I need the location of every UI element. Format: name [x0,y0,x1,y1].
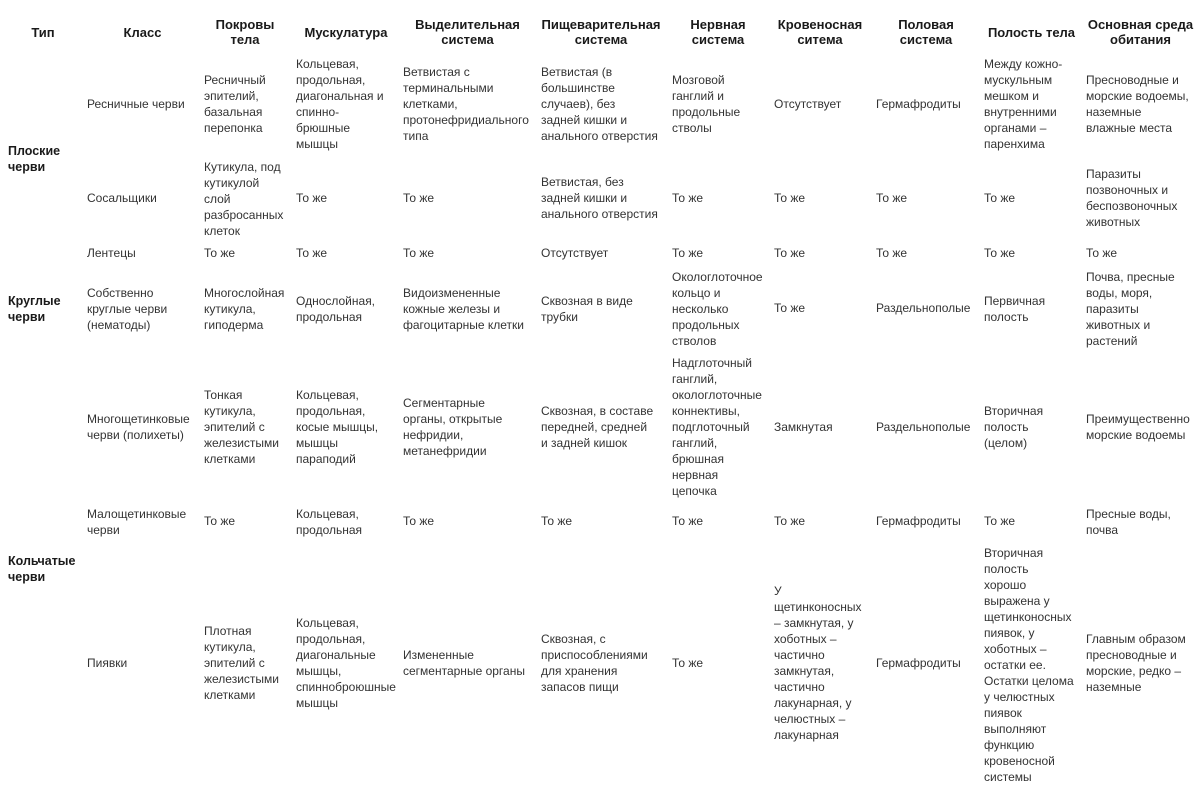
cell-nervous: Мозговой ганглий и продольные стволы [672,73,741,135]
cell-digestive: Ветвистая (в большинстве случаев), без задней кишки и анального отверстия [541,65,658,143]
cell-digestive: Ветвистая, без задней кишки и анального отверстия [541,175,658,221]
header-circulatory: Кровеносная ситема [777,17,863,47]
cell-excretory: То же [403,514,435,528]
header-muscles: Мускулатура [304,25,388,40]
cell-digestive: То же [541,514,573,528]
cell-circulatory: То же [774,246,806,260]
cell-class: Лентецы [87,246,136,260]
cell-nervous: Окологлоточное кольцо и несколько продольных стволов [672,270,763,348]
cell-circulatory: Замкнутая [774,420,833,434]
header-nervous: Нервная система [690,17,746,47]
cell-circulatory: То же [774,301,806,315]
cell-integument: То же [204,246,236,260]
header-reproductive: Половая система [898,17,954,47]
cell-muscles: То же [296,191,328,205]
cell-excretory: Видоизмененные кожные железы и фагоцитарные клетки [403,286,524,332]
cell-habitat: Главным образом пресноводные и морские, редко – наземные [1086,632,1186,694]
cell-cavity: То же [984,514,1016,528]
cell-cavity: Первичная полость [984,294,1046,324]
cell-class: Малощетинковые черви [87,507,187,537]
header-cavity: Полость тела [987,25,1076,40]
cell-habitat: Паразиты позвоночных и беспозвоночных животных [1086,167,1178,229]
cell-muscles: Однослойная, продольная [296,294,376,324]
cell-class: Собственно круглые черви (нематоды) [87,286,168,332]
cell-reproductive: Раздельнополые [876,301,971,315]
cell-reproductive: Раздельнополые [876,420,971,434]
header-type: Тип [31,25,55,40]
cell-reproductive: Гермафродиты [876,656,961,670]
cell-digestive: Сквозная, в составе передней, средней и задней кишок [541,404,654,450]
cell-excretory: Измененные сегментарные органы [403,648,525,678]
cell-muscles: Кольцевая, продольная, косые мышцы, мышцы параподий [296,388,379,466]
cell-integument: То же [204,514,236,528]
cell-habitat: Пресноводные и морские водоемы, наземные влажные места [1086,73,1189,135]
cell-class: Сосальщики [87,191,157,205]
cell-cavity: Вторичная полость (целом) [984,404,1044,450]
cell-cavity: Вторичная полость хорошо выражена у щетинконосных пиявок, у хоботных – остатки ее. Остатки целома у челюстных пиявок выполняют функцию кровеносной системы [984,546,1074,784]
header-digestive: Пищеварительная система [541,17,661,47]
cell-reproductive: Гермафродиты [876,97,961,111]
cell-excretory: То же [403,191,435,205]
cell-integument: Кутикула, под кутикулой слой разбросанных клеток [204,160,284,238]
cell-excretory: Ветвистая с терминальными клетками, протонефридиального типа [403,65,529,143]
cell-nervous: То же [672,514,704,528]
cell-muscles: Кольцевая, продольная, диагональная и спинно- брюшные мышцы [296,57,384,151]
cell-habitat: Почва, пресные воды, моря, паразиты животных и растений [1086,270,1175,348]
header-class: Класс [123,25,162,40]
cell-circulatory: Отсутствует [774,97,842,111]
cell-muscles: То же [296,246,328,260]
cell-nervous: Надглоточный ганглий, окологлоточные коннективы, подглоточный ганглий, брюшная нервная цепочка [672,356,762,498]
cell-circulatory: У щетинконосных – замкнутая, у хоботных – частично замкнутая, частично лакунарная, у челюстных – лакунарная [774,584,862,742]
header-habitat: Основная среда обитания [1087,17,1194,47]
cell-muscles: Кольцевая, продольная, диагональные мышцы, спинноброюшные мышцы [296,616,396,710]
cell-nervous: То же [672,656,704,670]
type-annelid-worms: Кольчатые черви [8,554,76,584]
cell-integument: Ресничный эпителий, базальная перепонка [204,73,266,135]
cell-circulatory: То же [774,191,806,205]
header-integument: Покровы тела [215,17,275,47]
cell-excretory: То же [403,246,435,260]
cell-nervous: То же [672,191,704,205]
type-round-worms: Круглые черви [8,294,61,324]
cell-integument: Тонкая кутикула, эпителий с железистыми клетками [204,388,279,466]
type-flat-worms: Плоские черви [8,144,61,174]
cell-class: Пиявки [87,656,128,670]
cell-class: Многощетинковые черви (полихеты) [87,412,190,442]
cell-digestive: Отсутствует [541,246,609,260]
cell-nervous: То же [672,246,704,260]
cell-habitat: Преимущественно морские водоемы [1086,412,1190,442]
cell-cavity: То же [984,191,1016,205]
cell-habitat: То же [1086,246,1118,260]
cell-cavity: То же [984,246,1016,260]
header-excretory: Выделительная система [415,17,520,47]
cell-digestive: Сквозная в виде трубки [541,294,633,324]
cell-excretory: Сегментарные органы, открытые нефридии, метанефридии [403,396,503,458]
cell-reproductive: Гермафродиты [876,514,961,528]
cell-reproductive: То же [876,191,908,205]
cell-integument: Плотная кутикула, эпителий с железистыми клетками [204,624,279,702]
cell-muscles: Кольцевая, продольная [296,507,363,537]
cell-cavity: Между кожно- мускульным мешком и внутренними органами – паренхима [984,57,1063,151]
cell-integument: Многослойная кутикула, гиподерма [204,286,285,332]
cell-digestive: Сквозная, с приспособлениями для хранения запасов пищи [541,632,648,694]
cell-reproductive: То же [876,246,908,260]
cell-class: Ресничные черви [87,97,185,111]
cell-circulatory: То же [774,514,806,528]
cell-habitat: Пресные воды, почва [1086,507,1171,537]
